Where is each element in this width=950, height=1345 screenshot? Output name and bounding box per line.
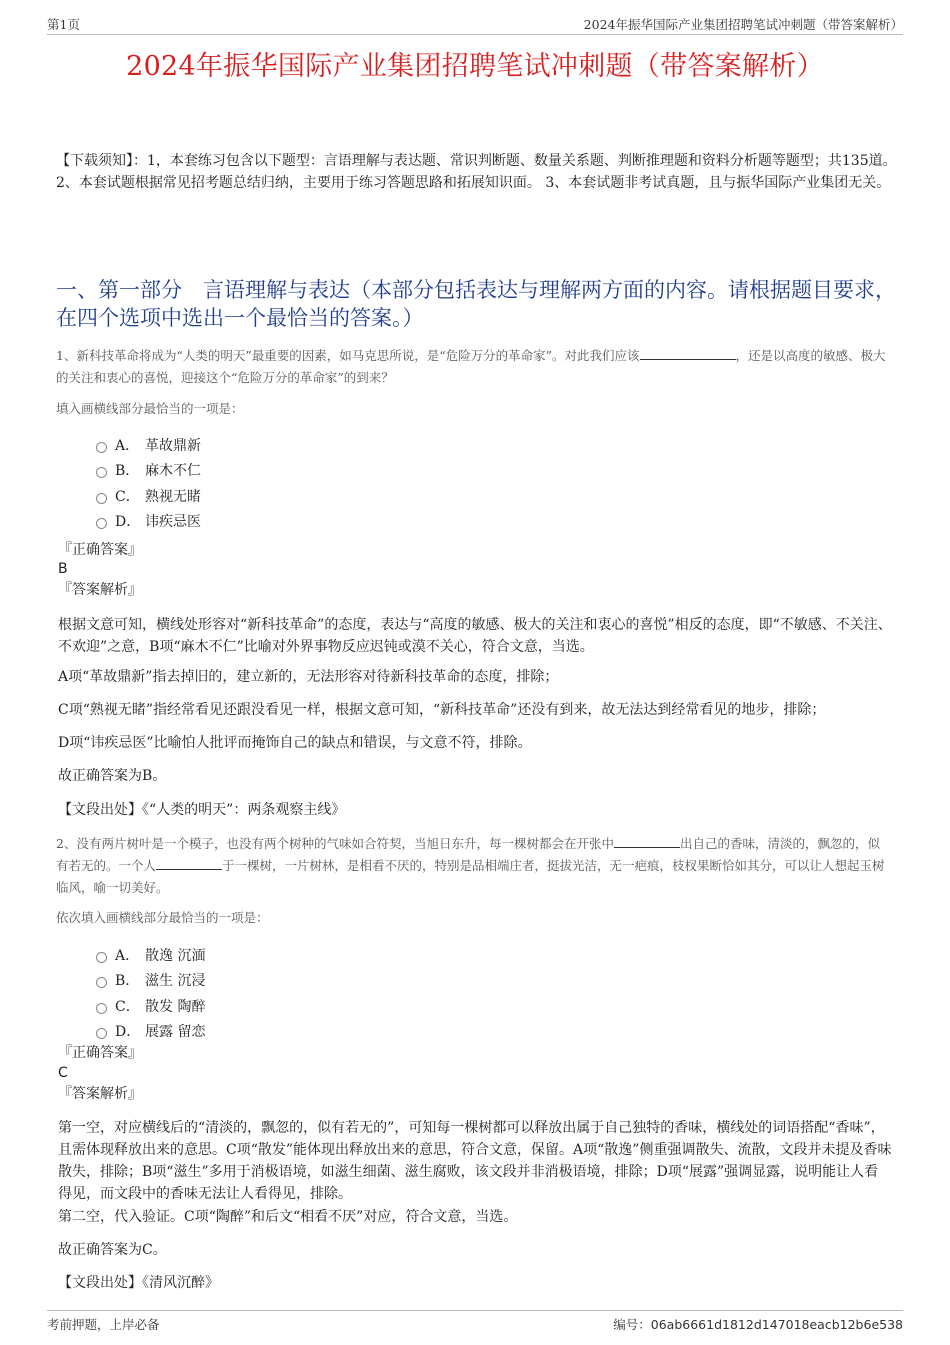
header-doc-title: 2024年振华国际产业集团招聘笔试冲刺题（带答案解析） <box>583 17 903 32</box>
option-letter: A． <box>115 438 140 454</box>
option-text: 散发 陶醉 <box>145 999 206 1015</box>
option-letter: B． <box>115 973 140 989</box>
analysis-paragraph: 故正确答案为B。 <box>58 768 167 784</box>
option-letter: A． <box>115 948 140 964</box>
radio-icon[interactable] <box>96 1028 107 1039</box>
answer-blank <box>156 855 222 870</box>
question-2-stem-part3: 于一棵树，一片树林，是相看不厌的，特别是品相端庄者，挺拔光洁，无一疤痕，枝杈果断恰如其分，可以让人想起玉树临风，喻一切美好。 <box>56 858 885 895</box>
analysis-paragraph: 第二空，代入验证。C项“陶醉”和后文“相看不厌”对应，符合文意，当选。 <box>58 1209 518 1225</box>
option-text: 讳疾忌医 <box>145 514 201 530</box>
radio-icon[interactable] <box>96 518 107 529</box>
option-text: 展露 留恋 <box>145 1024 206 1040</box>
option-letter: D． <box>115 514 141 530</box>
answer-blank <box>640 345 736 360</box>
question-2-stem-part2: 出自己的香味，清淡的，飘忽的，似有若无的。一个人 <box>56 836 880 873</box>
option-text: 熟视无睹 <box>145 489 201 505</box>
document-title: 2024年振华国际产业集团招聘笔试冲刺题（带答案解析） <box>126 51 824 82</box>
analysis-paragraph: 根据文意可知，横线处形容对“新科技革命”的态度，表达与“高度的敏感、极大的关注和衷心的喜悦”相反的态度，即“不敏感、不关注、不欢迎”之意，B项“麻木不仁”比喻对外界事物反应迟钝或漠不关心，符合文意，当选。 <box>58 617 892 655</box>
correct-answer-label: 『正确答案』 <box>58 542 142 558</box>
option-letter: C． <box>115 489 140 505</box>
page-footer <box>47 1310 903 1332</box>
question-1-stem-part2: ，还是以高度的敏感、极大的关注和衷心的喜悦，迎接这个“危险万分的革命家”的到来？ <box>56 348 886 385</box>
option-letter: C． <box>115 999 140 1015</box>
question-2-option-a[interactable] <box>96 944 205 968</box>
question-1-option-d[interactable] <box>96 510 201 534</box>
question-2-option-c[interactable] <box>96 995 205 1019</box>
option-letter: B． <box>115 463 140 479</box>
radio-icon[interactable] <box>96 442 107 453</box>
analysis-label: 『答案解析』 <box>58 582 142 598</box>
question-1-option-c[interactable] <box>96 485 201 509</box>
download-notice: 【下载须知】：1，本套练习包含以下题型：言语理解与表达题、常识判断题、数量关系题、判断推理题和资料分析题等题型；共135道。 2、本套试题根据常见招考题总结归纳，主要用于练习答题思路和拓展知识面。 3、本套试题非考试真题，且与振华国际产业集团无关。 <box>56 153 897 191</box>
question-2-prompt: 依次填入画横线部分最恰当的一项是： <box>56 910 269 925</box>
option-text: 革故鼎新 <box>145 438 201 454</box>
correct-answer: B <box>58 561 68 577</box>
question-1-stem <box>56 345 890 389</box>
question-2-stem <box>56 833 890 899</box>
option-text: 麻木不仁 <box>145 463 201 479</box>
question-1-prompt: 填入画横线部分最恰当的一项是： <box>56 401 244 416</box>
section-heading: 一、第一部分 言语理解与表达（本部分包括表达与理解两方面的内容。请根据题目要求，在四个选项中选出一个最恰当的答案。） <box>56 278 896 330</box>
correct-answer-label: 『正确答案』 <box>58 1045 142 1061</box>
question-1-option-b[interactable] <box>96 459 201 483</box>
question-1-option-a[interactable] <box>96 434 201 458</box>
document-id: 编号：06ab6661d1812d147018eacb12b6e538 <box>613 1317 903 1332</box>
page-header <box>47 12 903 35</box>
question-1-stem-part1: 1、新科技革命将成为“人类的明天”最重要的因素，如马克思所说，是“危险万分的革命家”。对此我们应该 <box>56 348 640 363</box>
footer-slogan: 考前押题，上岸必备 <box>47 1317 160 1332</box>
analysis-paragraph: A项“革故鼎新”指去掉旧的，建立新的，无法形容对待新科技革命的态度，排除； <box>58 669 559 685</box>
analysis-paragraph: 第一空，对应横线后的“清淡的，飘忽的，似有若无的”，可知每一棵树都可以释放出属于自己独特的香味，横线处的词语搭配“香味”，且需体现释放出来的意思。C项“散发”能体现出释放出来的意思，符合文意，保留。A项“散逸”侧重强调散失、流散，文段并未提及香味散失，排除；B项“滋生”多用于消极语境，如滋生细菌、滋生腐败，该文段并非消极语境，排除；D项“展露”强调显露，说明能让人看得见，而文段中的香味无法让人看得见，排除。 <box>58 1120 892 1202</box>
option-letter: D． <box>115 1024 141 1040</box>
analysis-paragraph: D项“讳疾忌医”比喻怕人批评而掩饰自己的缺点和错误，与文意不符，排除。 <box>58 735 532 751</box>
question-2-option-d[interactable] <box>96 1020 205 1044</box>
analysis-paragraph: 故正确答案为C。 <box>58 1242 167 1258</box>
answer-blank <box>614 833 680 848</box>
question-2-option-b[interactable] <box>96 969 205 993</box>
source-citation: 【文段出处】《“人类的明天”：两条观察主线》 <box>58 802 346 818</box>
radio-icon[interactable] <box>96 493 107 504</box>
analysis-label: 『答案解析』 <box>58 1086 142 1102</box>
correct-answer: C <box>58 1065 68 1081</box>
radio-icon[interactable] <box>96 1003 107 1014</box>
radio-icon[interactable] <box>96 952 107 963</box>
option-text: 散逸 沉湎 <box>145 948 206 964</box>
radio-icon[interactable] <box>96 467 107 478</box>
radio-icon[interactable] <box>96 977 107 988</box>
analysis-paragraph: C项“熟视无睹”指经常看见还跟没看见一样，根据文意可知，“新科技革命”还没有到来，故无法达到经常看见的地步，排除； <box>58 702 826 718</box>
page-number: 第1页 <box>47 17 80 32</box>
option-text: 滋生 沉浸 <box>145 973 206 989</box>
question-2-stem-part1: 2、没有两片树叶是一个模子，也没有两个树种的气味如合符契，当旭日东升，每一棵树都会在开张中 <box>56 836 614 851</box>
source-citation: 【文段出处】《清风沉醉》 <box>58 1275 219 1291</box>
